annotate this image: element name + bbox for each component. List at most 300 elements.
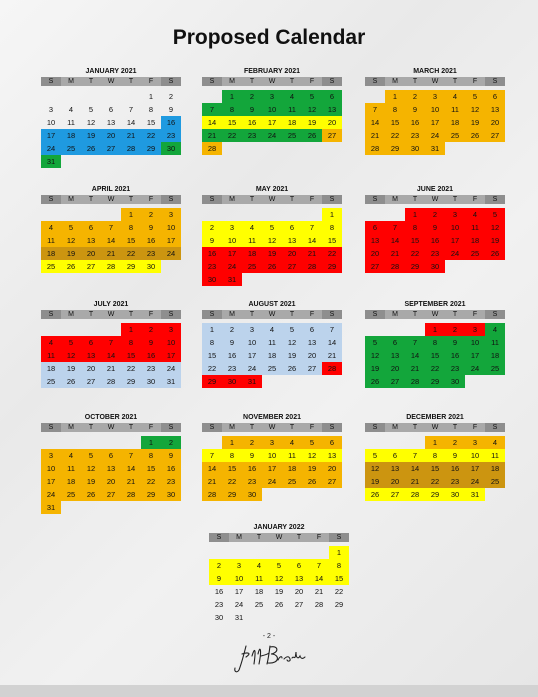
day-cell: 29 [121,260,141,273]
day-cell: 16 [141,234,161,247]
day-cell: 30 [242,488,262,501]
day-cell: 8 [385,103,405,116]
empty-day-cell [385,208,405,221]
day-cell: 1 [425,323,445,336]
day-cell: 20 [322,116,342,129]
day-cell: 16 [161,116,181,129]
day-cell: 19 [302,462,322,475]
day-cell: 5 [61,221,81,234]
day-cell: 25 [61,142,81,155]
day-cell: 29 [385,142,405,155]
day-cell: 22 [141,475,161,488]
day-cell: 7 [202,103,222,116]
day-cell: 23 [242,129,262,142]
weekday-header: M [222,77,242,86]
weekday-header: S [322,310,342,319]
weekday-header: W [425,77,445,86]
day-cell: 7 [309,559,329,572]
day-cell: 15 [385,116,405,129]
empty-day-cell [61,208,81,221]
day-cell: 23 [161,129,181,142]
day-cell: 5 [282,323,302,336]
weekday-header: F [465,77,485,86]
day-cell: 28 [101,260,121,273]
day-cell: 17 [161,234,181,247]
day-cell: 23 [141,247,161,260]
weekday-header: S [41,195,61,204]
day-cell: 5 [485,208,505,221]
day-cell: 4 [485,323,505,336]
weekday-header: W [101,423,121,432]
day-cell: 10 [41,462,61,475]
month-title: JUNE 2021 [416,186,454,193]
weekday-header: S [365,310,385,319]
day-cell: 26 [302,129,322,142]
day-cell: 11 [445,103,465,116]
day-cell: 2 [405,90,425,103]
day-cell: 23 [214,600,224,609]
day-cell: 8 [121,221,141,234]
day-cell: 20 [485,116,505,129]
day-cell: 19 [274,587,284,596]
day-cell: 10 [445,221,465,234]
day-cell: 5 [365,336,385,349]
day-cell: 23 [161,475,181,488]
day-cell: 7 [128,105,134,114]
day-cell: 9 [141,221,161,234]
day-cell: 6 [365,221,385,234]
day-cell: 13 [322,103,342,116]
day-cell: 29 [322,260,342,273]
day-cell: 16 [242,462,262,475]
weekday-header: S [485,310,505,319]
empty-day-cell [385,436,405,449]
day-cell: 3 [425,90,445,103]
day-cell: 3 [161,323,181,336]
day-cell: 7 [302,221,322,234]
weekday-header: S [202,423,222,432]
day-cell: 12 [302,449,322,462]
day-cell: 30 [425,260,445,273]
day-cell: 1 [322,208,342,221]
day-cell: 31 [41,155,61,168]
empty-day-cell [202,90,222,103]
weekday-header: S [485,195,505,204]
day-cell: 18 [445,116,465,129]
day-cell: 27 [385,488,405,501]
day-cell: 21 [314,587,324,596]
day-cell: 24 [222,260,242,273]
day-cell: 23 [141,362,161,375]
empty-day-cell [101,436,121,449]
day-cell: 24 [445,247,465,260]
day-cell: 1 [222,436,242,449]
day-cell: 13 [101,462,121,475]
day-cell: 27 [81,260,101,273]
month-title: JANUARY 2021 [85,68,137,75]
empty-day-cell [202,436,222,449]
day-cell: 22 [425,362,445,375]
day-cell: 23 [405,129,425,142]
day-cell: 10 [222,234,242,247]
day-cell: 22 [222,475,242,488]
day-cell: 7 [365,103,385,116]
day-cell: 4 [485,436,505,449]
day-cell: 12 [485,221,505,234]
day-cell: 18 [282,462,302,475]
day-cell: 18 [61,129,81,142]
day-cell: 11 [41,349,61,362]
day-cell: 9 [242,449,262,462]
empty-day-cell [365,208,385,221]
weekday-header: S [41,423,61,432]
empty-day-cell [81,90,101,103]
weekday-header: T [81,195,101,204]
weekday-header: T [81,77,101,86]
day-cell: 23 [425,247,445,260]
day-cell: 20 [385,475,405,488]
day-cell: 29 [425,488,445,501]
day-cell: 12 [465,103,485,116]
day-cell: 19 [262,247,282,260]
day-cell: 17 [445,234,465,247]
bottom-bar [0,685,538,697]
day-cell: 28 [365,142,385,155]
day-cell: 24 [262,129,282,142]
day-cell: 2 [445,436,465,449]
day-cell: 5 [302,90,322,103]
day-cell: 16 [242,116,262,129]
day-cell: 9 [161,449,181,462]
day-cell: 18 [485,349,505,362]
day-cell: 28 [314,600,324,609]
day-cell: 22 [322,247,342,260]
day-cell: 11 [242,234,262,247]
day-cell: 4 [68,105,74,114]
day-cell: 2 [445,323,465,336]
day-cell: 25 [41,375,61,388]
day-cell: 18 [465,234,485,247]
day-cell: 18 [282,116,302,129]
day-cell: 21 [121,475,141,488]
day-cell: 21 [365,129,385,142]
day-cell: 21 [101,362,121,375]
day-cell: 16 [202,247,222,260]
weekday-header: W [262,77,282,86]
day-cell: 10 [262,449,282,462]
day-cell: 22 [425,475,445,488]
day-cell: 6 [282,221,302,234]
empty-day-cell [405,323,425,336]
day-cell: 24 [234,600,244,609]
weekday-header: T [445,423,465,432]
empty-day-cell [41,323,61,336]
day-cell: 3 [222,221,242,234]
day-cell: 9 [209,572,229,585]
day-cell: 7 [385,221,405,234]
weekday-header: F [141,310,161,319]
day-cell: 2 [161,436,181,449]
day-cell: 21 [385,247,405,260]
day-cell: 28 [202,488,222,501]
day-cell: 24 [41,488,61,501]
day-cell: 12 [81,462,101,475]
weekday-header: F [302,195,322,204]
day-cell: 20 [365,247,385,260]
day-cell: 14 [126,118,136,127]
day-cell: 12 [61,234,81,247]
day-cell: 29 [141,142,161,155]
day-cell: 3 [445,208,465,221]
month-title: NOVEMBER 2021 [243,414,301,421]
day-cell: 14 [309,572,329,585]
day-cell: 30 [202,273,222,286]
day-cell: 15 [141,462,161,475]
day-cell: 12 [86,118,96,127]
day-cell: 3 [465,436,485,449]
day-cell: 28 [322,362,342,375]
weekday-header: T [121,195,141,204]
day-cell: 21 [302,247,322,260]
day-cell: 8 [322,221,342,234]
weekday-header: W [262,423,282,432]
day-cell: 2 [222,323,242,336]
weekday-header: W [262,195,282,204]
empty-day-cell [269,546,289,559]
day-cell: 4 [249,559,269,572]
empty-day-cell [101,90,121,103]
month-calendar [209,522,349,624]
day-cell: 1 [405,208,425,221]
day-cell: 15 [425,462,445,475]
day-cell: 17 [465,349,485,362]
day-cell: 7 [121,449,141,462]
weekday-header: T [242,77,262,86]
day-cell: 27 [322,129,342,142]
day-cell: 22 [202,362,222,375]
day-cell: 25 [262,362,282,375]
day-cell: 6 [101,449,121,462]
day-cell: 6 [322,436,342,449]
weekday-header: W [425,423,445,432]
day-cell: 1 [148,92,154,101]
day-cell: 12 [302,103,322,116]
day-cell: 11 [249,572,269,585]
day-cell: 18 [61,475,81,488]
day-cell: 4 [262,323,282,336]
day-cell: 15 [121,234,141,247]
weekday-header: W [101,310,121,319]
weekday-header: F [309,533,329,542]
day-cell: 22 [121,247,141,260]
day-cell: 20 [101,475,121,488]
day-cell: 14 [365,116,385,129]
day-cell: 2 [209,559,229,572]
day-cell: 8 [329,559,349,572]
day-cell: 3 [242,323,262,336]
day-cell: 11 [282,103,302,116]
day-cell: 29 [222,488,242,501]
weekday-header: M [385,423,405,432]
day-cell: 19 [61,247,81,260]
weekday-header: T [405,310,425,319]
weekday-header: M [61,310,81,319]
day-cell: 5 [269,559,289,572]
day-cell: 18 [262,349,282,362]
weekday-header: T [121,310,141,319]
day-cell: 13 [81,234,101,247]
day-cell: 6 [289,559,309,572]
weekday-header: T [405,195,425,204]
weekday-header: F [141,77,161,86]
day-cell: 24 [425,129,445,142]
weekday-header: M [385,77,405,86]
day-cell: 24 [242,362,262,375]
month-title: AUGUST 2021 [248,301,296,308]
day-cell: 6 [322,90,342,103]
day-cell: 3 [48,105,54,114]
day-cell: 2 [168,92,174,101]
day-cell: 1 [121,208,141,221]
day-cell: 16 [445,349,465,362]
month-calendar [365,412,505,501]
day-cell: 20 [294,587,304,596]
day-cell: 10 [242,336,262,349]
day-cell: 1 [141,436,161,449]
day-cell: 26 [365,375,385,388]
day-cell: 19 [61,362,81,375]
weekday-header: S [365,77,385,86]
day-cell: 8 [222,449,242,462]
day-cell: 17 [262,462,282,475]
day-cell: 28 [385,260,405,273]
day-cell: 16 [405,116,425,129]
day-cell: 13 [365,234,385,247]
day-cell: 6 [108,105,114,114]
day-cell: 26 [465,129,485,142]
day-cell: 15 [222,462,242,475]
month-title: FEBRUARY 2021 [243,68,301,75]
day-cell: 14 [405,462,425,475]
weekday-header: F [302,310,322,319]
day-cell: 28 [121,488,141,501]
day-cell: 21 [101,247,121,260]
day-cell: 7 [202,449,222,462]
day-cell: 31 [425,142,445,155]
empty-day-cell [289,546,309,559]
day-cell: 21 [405,362,425,375]
day-cell: 14 [101,349,121,362]
day-cell: 26 [61,375,81,388]
day-cell: 21 [322,349,342,362]
day-cell: 17 [465,462,485,475]
empty-day-cell [81,208,101,221]
day-cell: 3 [41,449,61,462]
day-cell: 18 [41,247,61,260]
day-cell: 29 [202,375,222,388]
day-cell: 22 [385,129,405,142]
day-cell: 19 [465,116,485,129]
day-cell: 5 [465,90,485,103]
day-cell: 25 [254,600,264,609]
day-cell: 13 [485,103,505,116]
day-cell: 8 [405,221,425,234]
day-cell: 10 [229,572,249,585]
empty-day-cell [41,90,61,103]
day-cell: 1 [385,90,405,103]
weekday-header: T [249,533,269,542]
day-cell: 25 [41,260,61,273]
empty-day-cell [61,436,81,449]
empty-day-cell [365,436,385,449]
day-cell: 23 [202,260,222,273]
empty-day-cell [202,208,222,221]
weekday-header: F [141,195,161,204]
weekday-header: F [465,195,485,204]
day-cell: 15 [322,234,342,247]
day-cell: 22 [121,362,141,375]
month-calendar [202,299,342,388]
empty-day-cell [61,323,81,336]
day-cell: 28 [302,260,322,273]
day-cell: 8 [425,336,445,349]
day-cell: 7 [101,221,121,234]
day-cell: 12 [61,349,81,362]
day-cell: 13 [106,118,116,127]
day-cell: 6 [81,221,101,234]
day-cell: 24 [465,362,485,375]
day-cell: 8 [222,103,242,116]
day-cell: 11 [61,462,81,475]
day-cell: 26 [282,362,302,375]
day-cell: 21 [405,475,425,488]
empty-day-cell [81,436,101,449]
day-cell: 4 [445,90,465,103]
month-calendar [202,184,342,286]
day-cell: 27 [101,488,121,501]
weekday-header: T [121,423,141,432]
weekday-header: S [161,423,181,432]
day-cell: 13 [322,449,342,462]
empty-day-cell [302,208,322,221]
day-cell: 9 [405,103,425,116]
day-cell: 8 [121,336,141,349]
weekday-header: S [161,195,181,204]
day-cell: 7 [101,336,121,349]
weekday-header: W [101,77,121,86]
day-cell: 30 [161,142,181,155]
day-cell: 4 [282,436,302,449]
day-cell: 13 [302,336,322,349]
weekday-header: S [202,195,222,204]
day-cell: 26 [365,488,385,501]
day-cell: 10 [161,221,181,234]
weekday-header: S [202,77,222,86]
day-cell: 12 [282,336,302,349]
weekday-header: M [61,195,81,204]
empty-day-cell [229,546,249,559]
day-cell: 11 [41,234,61,247]
day-cell: 28 [405,488,425,501]
empty-day-cell [262,208,282,221]
weekday-header: T [242,195,262,204]
day-cell: 9 [425,221,445,234]
weekday-header: S [322,195,342,204]
day-cell: 22 [334,587,344,596]
day-cell: 16 [214,587,224,596]
day-cell: 23 [445,362,465,375]
weekday-header: S [485,77,505,86]
